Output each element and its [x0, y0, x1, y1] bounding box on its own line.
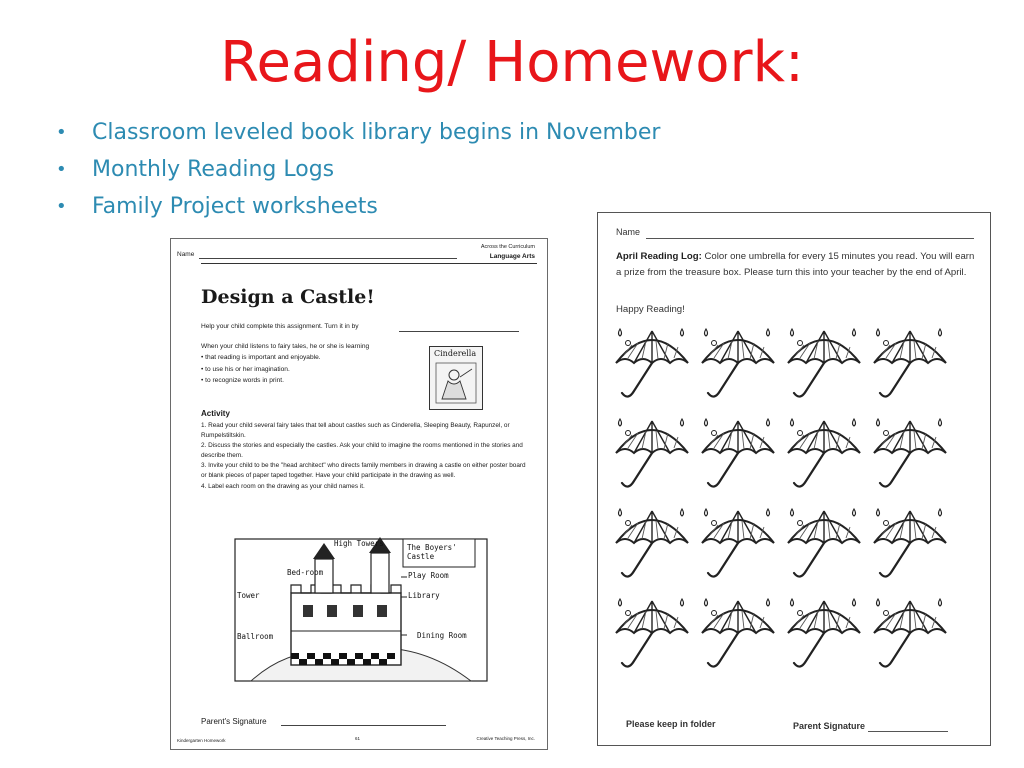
bullet-item: • Classroom leveled book library begins in November	[56, 114, 660, 151]
activity-step: 2. Discuss the stories and especially the castles. Ask your child to imagine the rooms mentioned in the stories and describe them.	[201, 442, 523, 459]
label-play-room: Play Room	[408, 571, 449, 580]
label-bedroom: Bed-room	[287, 568, 324, 577]
worksheet-title: Design a Castle!	[201, 286, 375, 308]
umbrella-icon[interactable]	[784, 595, 864, 675]
label-library: Library	[408, 591, 440, 600]
umbrella-icon[interactable]	[784, 505, 864, 585]
learning-item: • that reading is important and enjoyable.	[201, 352, 321, 364]
design-castle-worksheet	[170, 238, 548, 750]
label-tower: Tower	[237, 591, 260, 600]
umbrella-icon[interactable]	[612, 505, 692, 585]
label-dining-room: Dining Room	[417, 631, 467, 640]
label-ballroom: Ballroom	[237, 632, 274, 641]
name-label: Name	[616, 227, 641, 237]
activity-step: 3. Invite your child to be the "head architect" who directs family members in drawing a castle on either poster board or blank pieces of paper taped together. Have your child participate in the drawing as well.	[201, 462, 526, 479]
umbrella-icon[interactable]	[612, 325, 692, 405]
umbrella-icon[interactable]	[870, 505, 950, 585]
umbrella-icon[interactable]	[612, 415, 692, 495]
signature-line	[281, 725, 446, 726]
across-curriculum-label: Across the Curriculum	[480, 244, 535, 250]
log-text: Color one umbrella for every 15 minutes you read. You will earn a prize from the treasure box. Please turn this into your teacher by the end of April.	[616, 251, 975, 278]
april-reading-log-worksheet	[597, 212, 991, 746]
header-divider	[201, 263, 537, 264]
happy-reading-text: Happy Reading!	[616, 304, 685, 315]
umbrella-icon[interactable]	[698, 595, 778, 675]
label-castle-sign: The Boyers' Castle	[407, 543, 457, 561]
umbrella-icon[interactable]	[784, 415, 864, 495]
name-line	[199, 258, 457, 259]
bullet-item: • Family Project worksheets	[56, 188, 660, 225]
reading-log-instructions	[616, 249, 982, 280]
activity-heading: Activity	[201, 409, 230, 418]
help-text: Help your child complete this assignment. Turn it in by	[201, 323, 359, 330]
umbrella-icon[interactable]	[612, 595, 692, 675]
page-number: 61	[355, 736, 361, 741]
umbrella-icon[interactable]	[870, 325, 950, 405]
footer-left: Kindergarten Homework	[177, 738, 226, 743]
activity-steps	[201, 421, 533, 492]
subject-label: Language Arts	[489, 253, 535, 260]
footer-publisher: Creative Teaching Press, Inc.	[476, 736, 535, 741]
umbrella-icon[interactable]	[870, 595, 950, 675]
log-title: April Reading Log:	[616, 251, 702, 262]
keep-in-folder-text: Please keep in folder	[626, 719, 716, 729]
learning-item: • to recognize words in print.	[201, 375, 321, 387]
umbrella-icon[interactable]	[698, 415, 778, 495]
umbrella-icon[interactable]	[698, 505, 778, 585]
parent-signature-label: Parent Signature	[793, 721, 866, 731]
bullet-list	[56, 114, 660, 225]
intro-text: When your child listens to fairy tales, he or she is learning	[201, 343, 370, 350]
umbrella-icon[interactable]	[870, 415, 950, 495]
name-line	[646, 238, 974, 239]
due-date-line	[399, 331, 519, 332]
signature-line	[868, 731, 948, 732]
learning-item: • to use his or her imagination.	[201, 364, 321, 376]
umbrella-icon[interactable]	[784, 325, 864, 405]
label-high-towers: High Towers	[334, 539, 384, 548]
book-title: Cinderella	[434, 349, 477, 358]
bullet-item: • Monthly Reading Logs	[56, 151, 660, 188]
umbrella-icon[interactable]	[698, 325, 778, 405]
parent-signature-label: Parent's Signature	[201, 717, 267, 726]
name-label: Name	[177, 251, 195, 258]
activity-step: 4. Label each room on the drawing as your child names it.	[201, 482, 365, 490]
activity-step: 1. Read your child several fairy tales that tell about castles such as Cinderella, Sleeping Beauty, Rapunzel, or Rumpelstiltskin.	[201, 422, 510, 439]
slide-title: Reading/ Homework:	[220, 30, 804, 95]
learning-list	[201, 352, 321, 387]
